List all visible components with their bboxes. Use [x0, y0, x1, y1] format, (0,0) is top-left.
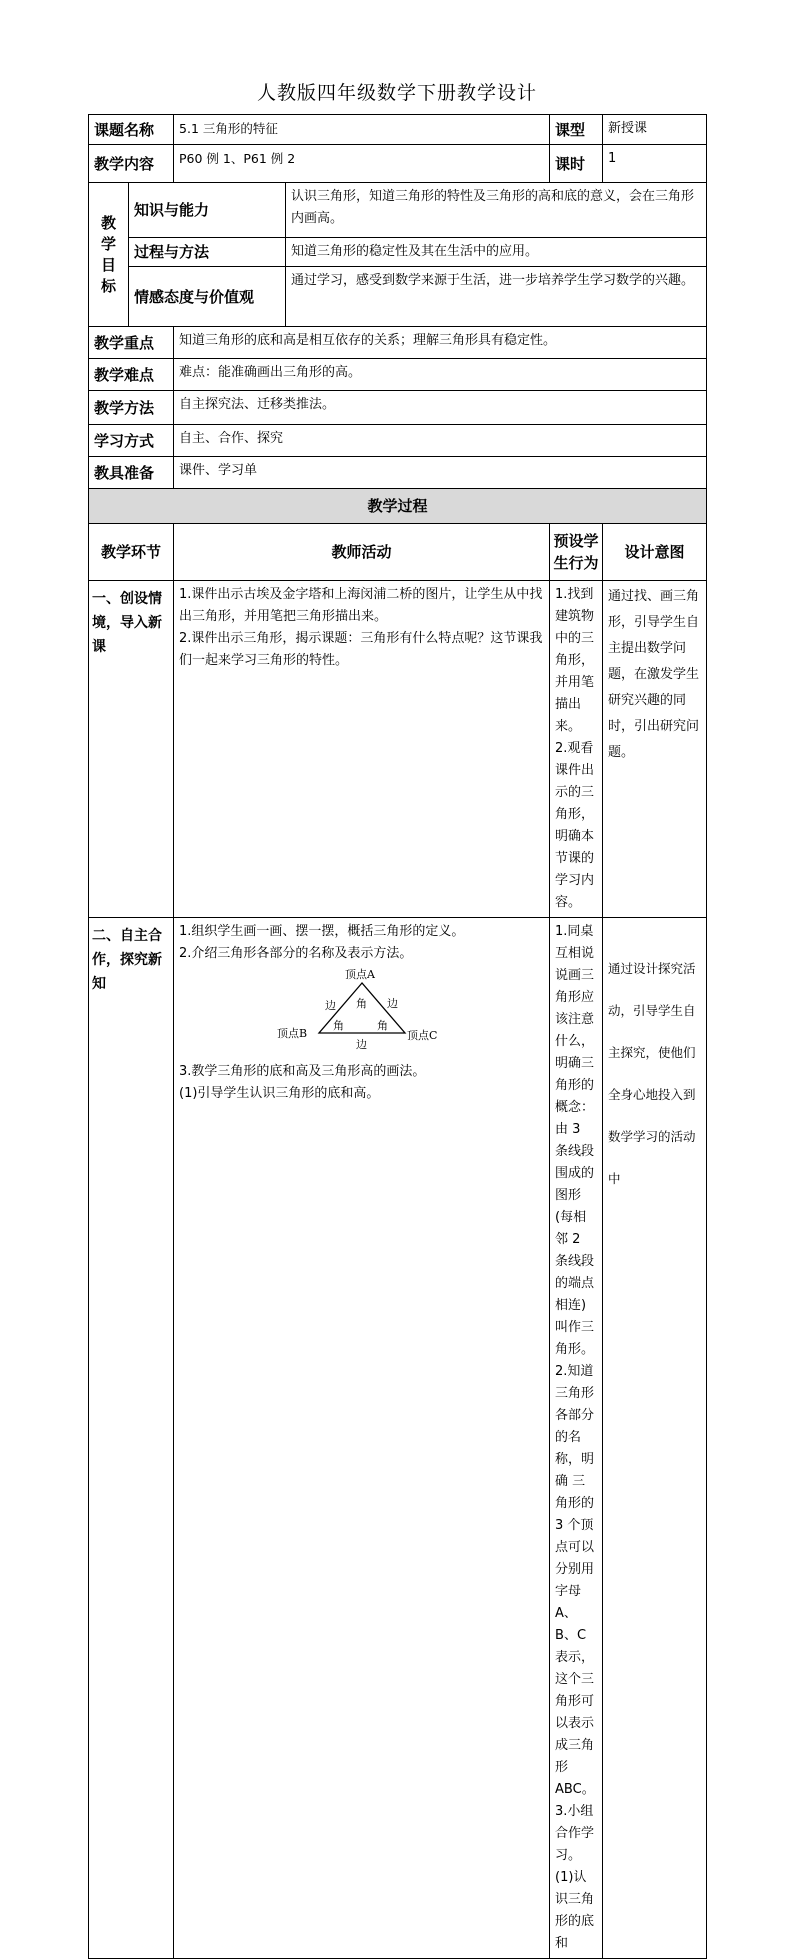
tools-row	[89, 457, 707, 489]
row-label: 教学重点	[89, 327, 174, 359]
student-item: 2.知道三角形各部分的名称，明确 三角形的 3 个顶点可以分别用字母 A、B、C 表示，这个三角形可以表示成三角形 ABC。	[555, 1364, 595, 1797]
student-item: 1.同桌互相说说画三角形应该注意什么，明确三角形的概念：由 3 条线段围成的图形(每相邻 2 条线段的端点相连)叫作三角形。	[555, 924, 595, 1357]
row-label: 教具准备	[89, 457, 174, 489]
student-behavior	[550, 918, 603, 1959]
angle-label-right: 角	[376, 1019, 388, 1032]
difficulty-row	[89, 359, 707, 391]
content-label: 教学内容	[89, 145, 174, 183]
teacher-item: 1.课件出示古埃及金字塔和上海闵浦二桥的图片，让学生从中找出三角形，并用笔把三角形描出来。	[179, 587, 543, 624]
teacher-activity	[174, 581, 550, 918]
content-row	[89, 145, 707, 183]
teacher-item: 2.介绍三角形各部分的名称及表示方法。	[179, 946, 413, 961]
objective-row-2	[89, 238, 707, 267]
stage-2-row	[89, 918, 707, 1959]
student-behavior	[550, 581, 603, 918]
objective-name: 知识与能力	[129, 183, 286, 238]
header-cell: 设计意图	[603, 524, 707, 581]
objective-row-1	[89, 183, 707, 238]
type-value: 新授课	[603, 115, 707, 145]
angle-label-top: 角	[355, 997, 367, 1010]
row-text: 知道三角形的底和高是相互依存的关系；理解三角形具有稳定性。	[174, 327, 707, 359]
document-title: 人教版四年级数学下册教学设计	[256, 82, 537, 104]
hours-label: 课时	[550, 145, 603, 183]
student-item: (1)认识三角形的底和	[555, 1870, 595, 1951]
triangle-figure	[277, 967, 447, 1053]
content-value: P60 例 1、P61 例 2	[174, 145, 550, 183]
objective-text: 认识三角形，知道三角形的特性及三角形的高和底的意义，会在三角形内画高。	[286, 183, 707, 238]
process-title-row	[89, 489, 707, 524]
vertex-c-label: 顶点C	[406, 1029, 437, 1042]
row-label: 学习方式	[89, 425, 174, 457]
learning-row	[89, 425, 707, 457]
objective-name: 过程与方法	[129, 238, 286, 267]
design-intent: 通过找、画三角形，引导学生自主提出数学问题，在激发学生研究兴趣的同时，引出研究问题。	[603, 581, 707, 918]
hours-value: 1	[603, 145, 707, 183]
row-text: 自主、合作、探究	[174, 425, 707, 457]
header-cell: 教学环节	[89, 524, 174, 581]
student-item: 1.找到建筑物中的三角形，并用笔描出来。	[555, 587, 595, 734]
side-label-left: 边	[324, 999, 336, 1012]
objective-text: 通过学习，感受到数学来源于生活，进一步培养学生学习数学的兴趣。	[286, 267, 707, 327]
objectives-label: 教 学 目 标	[89, 183, 129, 327]
teacher-item: (1)引导学生认识三角形的底和高。	[179, 1086, 380, 1101]
process-header-row	[89, 524, 707, 581]
teacher-item: 1.组织学生画一画、摆一摆，概括三角形的定义。	[179, 924, 465, 939]
type-label: 课型	[550, 115, 603, 145]
process-title: 教学过程	[89, 489, 707, 524]
design-intent: 通过设计探究活动，引导学生自主探究，使他们全身心地投入到数学学习的活动中	[603, 918, 707, 1959]
row-text: 自主探究法、迁移类推法。	[174, 391, 707, 425]
header-cell: 预设学生行为	[550, 524, 603, 581]
stage-name: 一、创设情境，导入新课	[89, 581, 174, 918]
angle-label-left: 角	[332, 1019, 344, 1032]
topic-row	[89, 115, 707, 145]
teacher-item: 2.课件出示三角形，揭示课题：三角形有什么特点呢？这节课我们一起来学习三角形的特性。	[179, 631, 543, 668]
method-row	[89, 391, 707, 425]
student-item: 2.观看课件出示的三角形，明确本节课的学习内容。	[555, 741, 595, 910]
row-label: 教学方法	[89, 391, 174, 425]
topic-value: 5.1 三角形的特征	[174, 115, 550, 145]
teacher-item: 3.教学三角形的底和高及三角形高的画法。	[179, 1064, 426, 1079]
student-item: 3.小组合作学习。	[555, 1804, 595, 1863]
stage-name: 二、自主合作，探究新知	[89, 918, 174, 1959]
side-label-right: 边	[386, 997, 398, 1010]
vertex-a-label: 顶点A	[344, 968, 375, 981]
teacher-activity	[174, 918, 550, 1959]
triangle-diagram	[179, 965, 544, 1061]
stage-1-row	[89, 581, 707, 918]
row-text: 课件、学习单	[174, 457, 707, 489]
topic-label: 课题名称	[89, 115, 174, 145]
objective-row-3	[89, 267, 707, 327]
row-text: 难点：能准确画出三角形的高。	[174, 359, 707, 391]
header-cell: 教师活动	[174, 524, 550, 581]
row-label: 教学难点	[89, 359, 174, 391]
vertex-b-label: 顶点B	[276, 1027, 307, 1040]
side-label-bottom: 边	[355, 1038, 367, 1051]
objective-text: 知道三角形的稳定性及其在生活中的应用。	[286, 238, 707, 267]
objective-name: 情感态度与价值观	[129, 267, 286, 327]
key-point-row	[89, 327, 707, 359]
lesson-plan-table	[88, 114, 707, 1959]
